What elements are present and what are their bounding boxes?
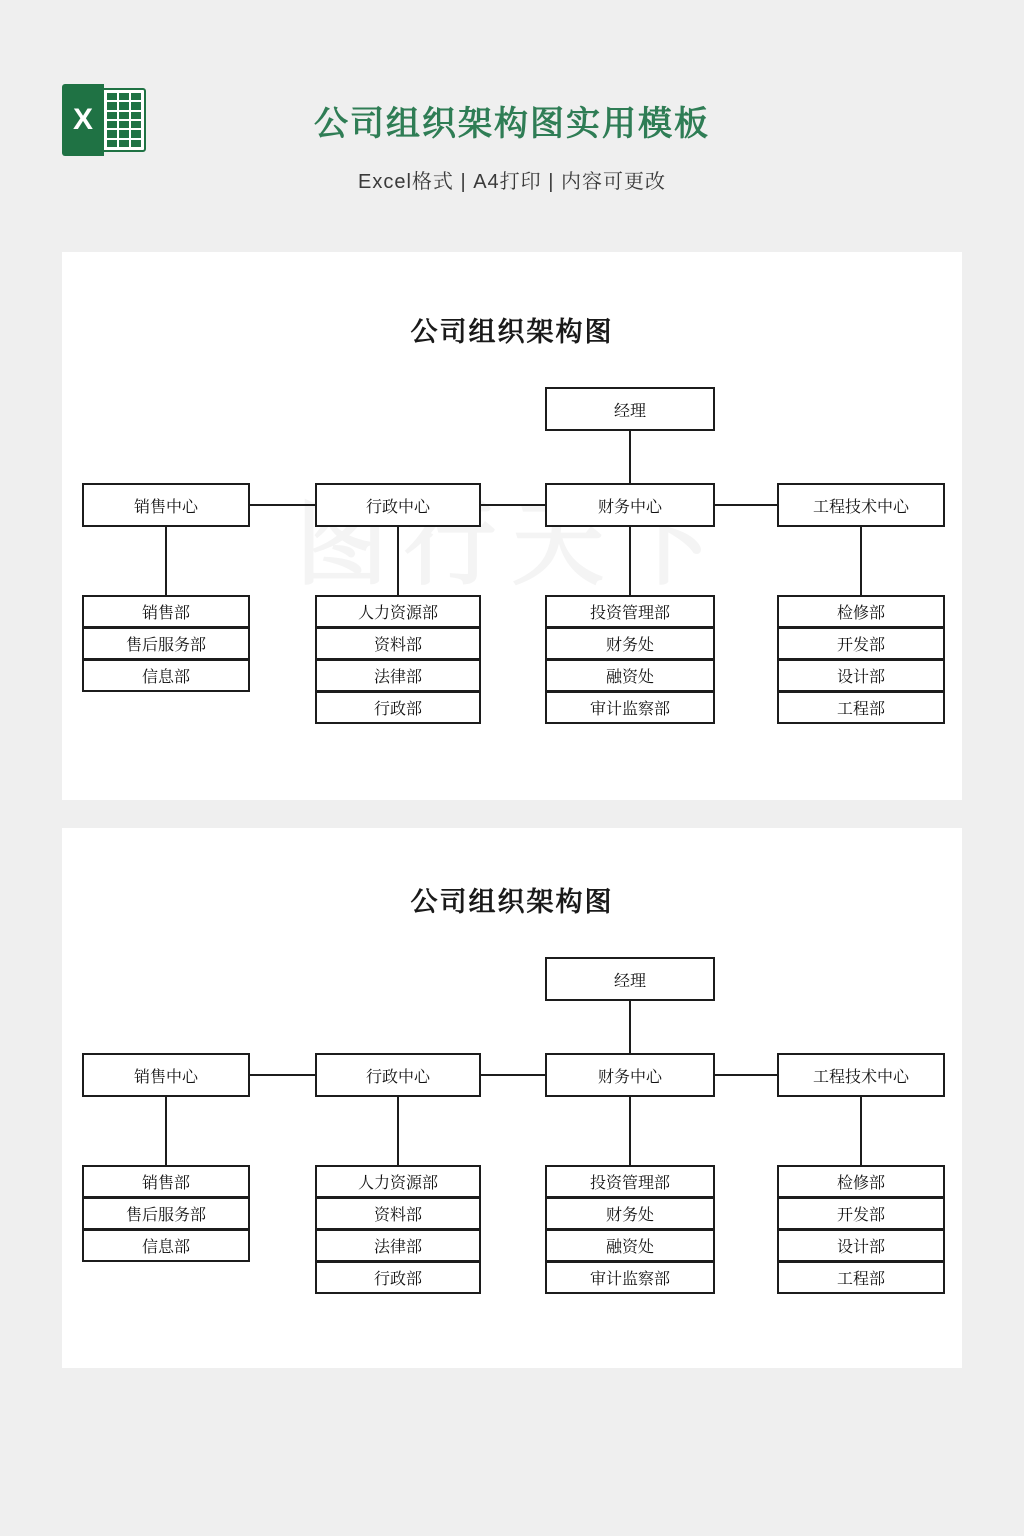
node-admin-center[interactable]: 行政中心 xyxy=(315,483,481,527)
node-department[interactable]: 财务处 xyxy=(545,1197,715,1230)
connector xyxy=(481,1074,546,1076)
node-department[interactable]: 审计监察部 xyxy=(545,1261,715,1294)
node-department[interactable]: 开发部 xyxy=(777,627,945,660)
node-department[interactable]: 信息部 xyxy=(82,659,250,692)
node-department[interactable]: 融资处 xyxy=(545,1229,715,1262)
node-department[interactable]: 投资管理部 xyxy=(545,595,715,628)
node-manager[interactable]: 经理 xyxy=(545,957,715,1001)
node-sales-center[interactable]: 销售中心 xyxy=(82,483,250,527)
connector xyxy=(715,504,778,506)
org-chart xyxy=(62,957,962,1357)
excel-icon-letter: X xyxy=(62,84,104,156)
node-department[interactable]: 工程部 xyxy=(777,691,945,724)
node-department[interactable]: 设计部 xyxy=(777,659,945,692)
node-department[interactable]: 销售部 xyxy=(82,595,250,628)
node-engineering-center[interactable]: 工程技术中心 xyxy=(777,1053,945,1097)
node-department[interactable]: 工程部 xyxy=(777,1261,945,1294)
page-subtitle: Excel格式 | A4打印 | 内容可更改 xyxy=(358,171,666,193)
connector xyxy=(860,1097,862,1165)
org-chart xyxy=(62,387,962,787)
node-department[interactable]: 开发部 xyxy=(777,1197,945,1230)
connector xyxy=(397,1097,399,1165)
node-department[interactable]: 信息部 xyxy=(82,1229,250,1262)
page-header xyxy=(0,0,1024,230)
node-manager[interactable]: 经理 xyxy=(545,387,715,431)
node-admin-center[interactable]: 行政中心 xyxy=(315,1053,481,1097)
connector xyxy=(397,527,399,595)
chart-title: 公司组织架构图 xyxy=(410,317,614,347)
node-finance-center[interactable]: 财务中心 xyxy=(545,1053,715,1097)
connector xyxy=(715,1074,778,1076)
node-department[interactable]: 设计部 xyxy=(777,1229,945,1262)
node-department[interactable]: 财务处 xyxy=(545,627,715,660)
connector xyxy=(629,1001,631,1053)
preview-card-2[interactable] xyxy=(62,828,962,1368)
node-department[interactable]: 检修部 xyxy=(777,1165,945,1198)
connector xyxy=(629,527,631,595)
node-department[interactable]: 行政部 xyxy=(315,1261,481,1294)
connector xyxy=(481,504,546,506)
connector xyxy=(629,1097,631,1165)
node-department[interactable]: 销售部 xyxy=(82,1165,250,1198)
node-department[interactable]: 法律部 xyxy=(315,659,481,692)
node-department[interactable]: 检修部 xyxy=(777,595,945,628)
preview-card-1[interactable] xyxy=(62,252,962,800)
connector xyxy=(165,527,167,595)
node-department[interactable]: 审计监察部 xyxy=(545,691,715,724)
node-department[interactable]: 人力资源部 xyxy=(315,1165,481,1198)
node-engineering-center[interactable]: 工程技术中心 xyxy=(777,483,945,527)
node-department[interactable]: 行政部 xyxy=(315,691,481,724)
title-area xyxy=(0,0,1024,194)
chart-title: 公司组织架构图 xyxy=(410,887,614,917)
node-department[interactable]: 售后服务部 xyxy=(82,1197,250,1230)
connector xyxy=(165,1097,167,1165)
connector xyxy=(860,527,862,595)
node-finance-center[interactable]: 财务中心 xyxy=(545,483,715,527)
node-department[interactable]: 投资管理部 xyxy=(545,1165,715,1198)
node-department[interactable]: 资料部 xyxy=(315,1197,481,1230)
node-department[interactable]: 法律部 xyxy=(315,1229,481,1262)
node-department[interactable]: 融资处 xyxy=(545,659,715,692)
node-sales-center[interactable]: 销售中心 xyxy=(82,1053,250,1097)
node-department[interactable]: 售后服务部 xyxy=(82,627,250,660)
node-department[interactable]: 资料部 xyxy=(315,627,481,660)
page-title: 公司组织架构图实用模板 xyxy=(314,105,710,143)
connector xyxy=(629,431,631,483)
node-department[interactable]: 人力资源部 xyxy=(315,595,481,628)
